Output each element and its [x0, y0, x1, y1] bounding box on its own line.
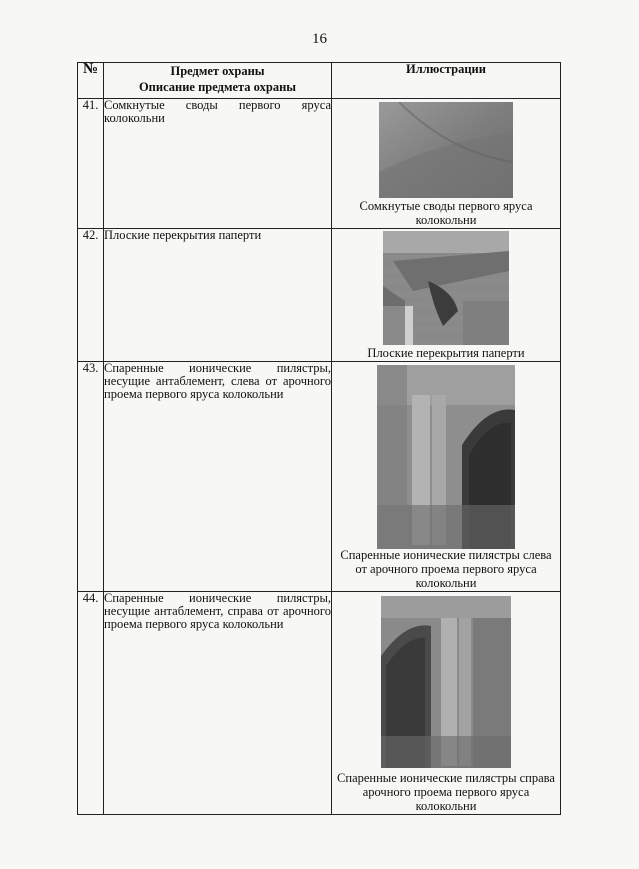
row-description: Плоские перекрытия паперти: [104, 229, 332, 362]
page-number: 16: [312, 31, 327, 47]
illustration-caption: Спаренные ионические пилястры слева от арочного проема первого яруса колокольни: [340, 548, 552, 590]
photo-vaults: [379, 102, 513, 198]
row-description: Сомкнутые своды первого яруса колокольни: [104, 99, 332, 229]
table-row: [78, 592, 561, 815]
illustration-caption: Спаренные ионические пилястры справа арочного проема первого яруса колокольни: [337, 771, 555, 813]
protection-table: [77, 62, 561, 815]
row-description: Спаренные ионические пилястры, несущие антаблемент, справа от арочного проема первого яруса колокольни: [104, 592, 332, 815]
illustration-cell: [332, 592, 561, 815]
table-row: [78, 362, 561, 592]
row-description: Спаренные ионические пилястры, несущие антаблемент, слева от арочного проема первого яруса колокольни: [104, 362, 332, 592]
row-number: 43.: [78, 362, 104, 592]
header-illustrations: Иллюстрации: [332, 63, 561, 99]
header-description-line2: Описание предмета охраны: [138, 80, 297, 94]
illustration-caption: Сомкнутые своды первого яруса колокольни: [359, 199, 533, 227]
header-description: [104, 63, 332, 99]
table-row: [78, 229, 561, 362]
illustration-cell: [332, 99, 561, 229]
illustration-cell: [332, 229, 561, 362]
row-number: 42.: [78, 229, 104, 362]
photo-pilasters-left: [377, 365, 515, 549]
table-header-row: [78, 63, 561, 99]
illustration-cell: [332, 362, 561, 592]
photo-porch-ceiling: [383, 231, 509, 345]
photo-pilasters-right: [381, 596, 511, 768]
illustration-caption: Плоские перекрытия паперти: [367, 346, 525, 360]
table-row: [78, 99, 561, 229]
header-description-line1: Предмет охраны: [170, 64, 265, 78]
header-number: №: [78, 63, 104, 99]
row-number: 44.: [78, 592, 104, 815]
row-number: 41.: [78, 99, 104, 229]
